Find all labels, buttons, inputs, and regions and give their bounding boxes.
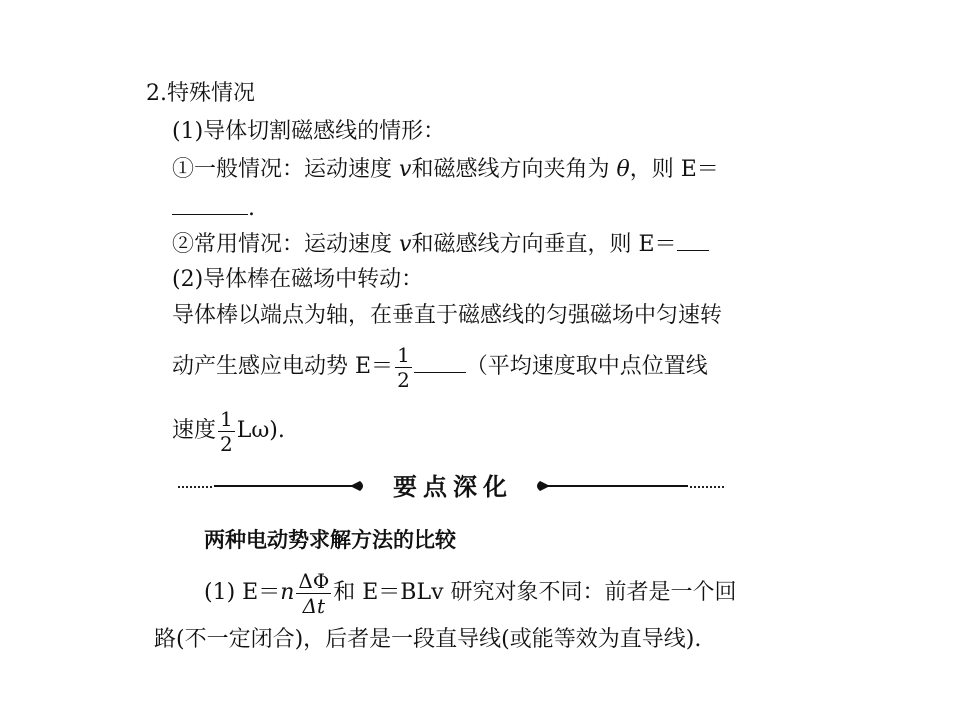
common-case-line: ②常用情况：运动速度 v和磁感线方向垂直，则 E＝ <box>172 230 709 259</box>
divider-line-left <box>214 485 356 487</box>
fraction-delta-phi-over-delta-t: $\frac{\Delta\Phi}{\Delta t}$ <box>298 568 330 618</box>
fraction-one-half: $\frac{1}{2}$ <box>397 342 410 392</box>
velocity-symbol: v <box>399 157 412 182</box>
compare-line-1: (1) E＝n $\frac{\Delta\Phi}{\Delta t}$ 和 E＝BLv 研究对象不同：前者是一个回 <box>204 568 737 618</box>
divider-dots-left <box>178 486 212 488</box>
rotation-line-2: 动产生感应电动势 E＝ $\frac{1}{2}$ （平均速度取中点位置线 <box>172 342 708 392</box>
divider-dots-right <box>690 486 724 488</box>
fill-blank <box>414 352 466 373</box>
compare-title: 两种电动势求解方法的比较 <box>204 528 456 552</box>
velocity-symbol: v <box>399 232 412 257</box>
heading-special-cases <box>146 80 255 108</box>
rotation-line-3: 速度 $\frac{1}{2}$ Lω). <box>172 406 285 456</box>
fraction-one-half: $\frac{1}{2}$ <box>220 406 233 456</box>
divider-line-right <box>548 485 688 487</box>
case2-title: (2)导体棒在磁场中转动： <box>172 267 424 292</box>
case1-title: (1)导体切割磁感线的情形： <box>172 119 446 144</box>
n-symbol: n <box>280 580 295 605</box>
compare-line-2: 路(不一定闭合)，后者是一段直导线(或能等效为直导线). <box>154 627 702 652</box>
fill-blank <box>677 230 709 251</box>
rotation-line-1: 导体棒以端点为轴，在垂直于磁感线的匀强磁场中匀速转 <box>172 303 723 328</box>
divider-title: 要点深化 <box>393 473 513 501</box>
general-case-blank-line: . <box>172 194 255 223</box>
fill-blank <box>172 194 248 215</box>
heading-text: 2.特殊情况 <box>146 81 255 106</box>
general-case-line: ①一般情况：运动速度 v和磁感线方向夹角为 θ，则 E＝ <box>172 157 719 182</box>
section-divider <box>178 470 724 504</box>
divider-arrow-left-icon <box>350 478 366 494</box>
theta-symbol: θ <box>616 157 630 182</box>
